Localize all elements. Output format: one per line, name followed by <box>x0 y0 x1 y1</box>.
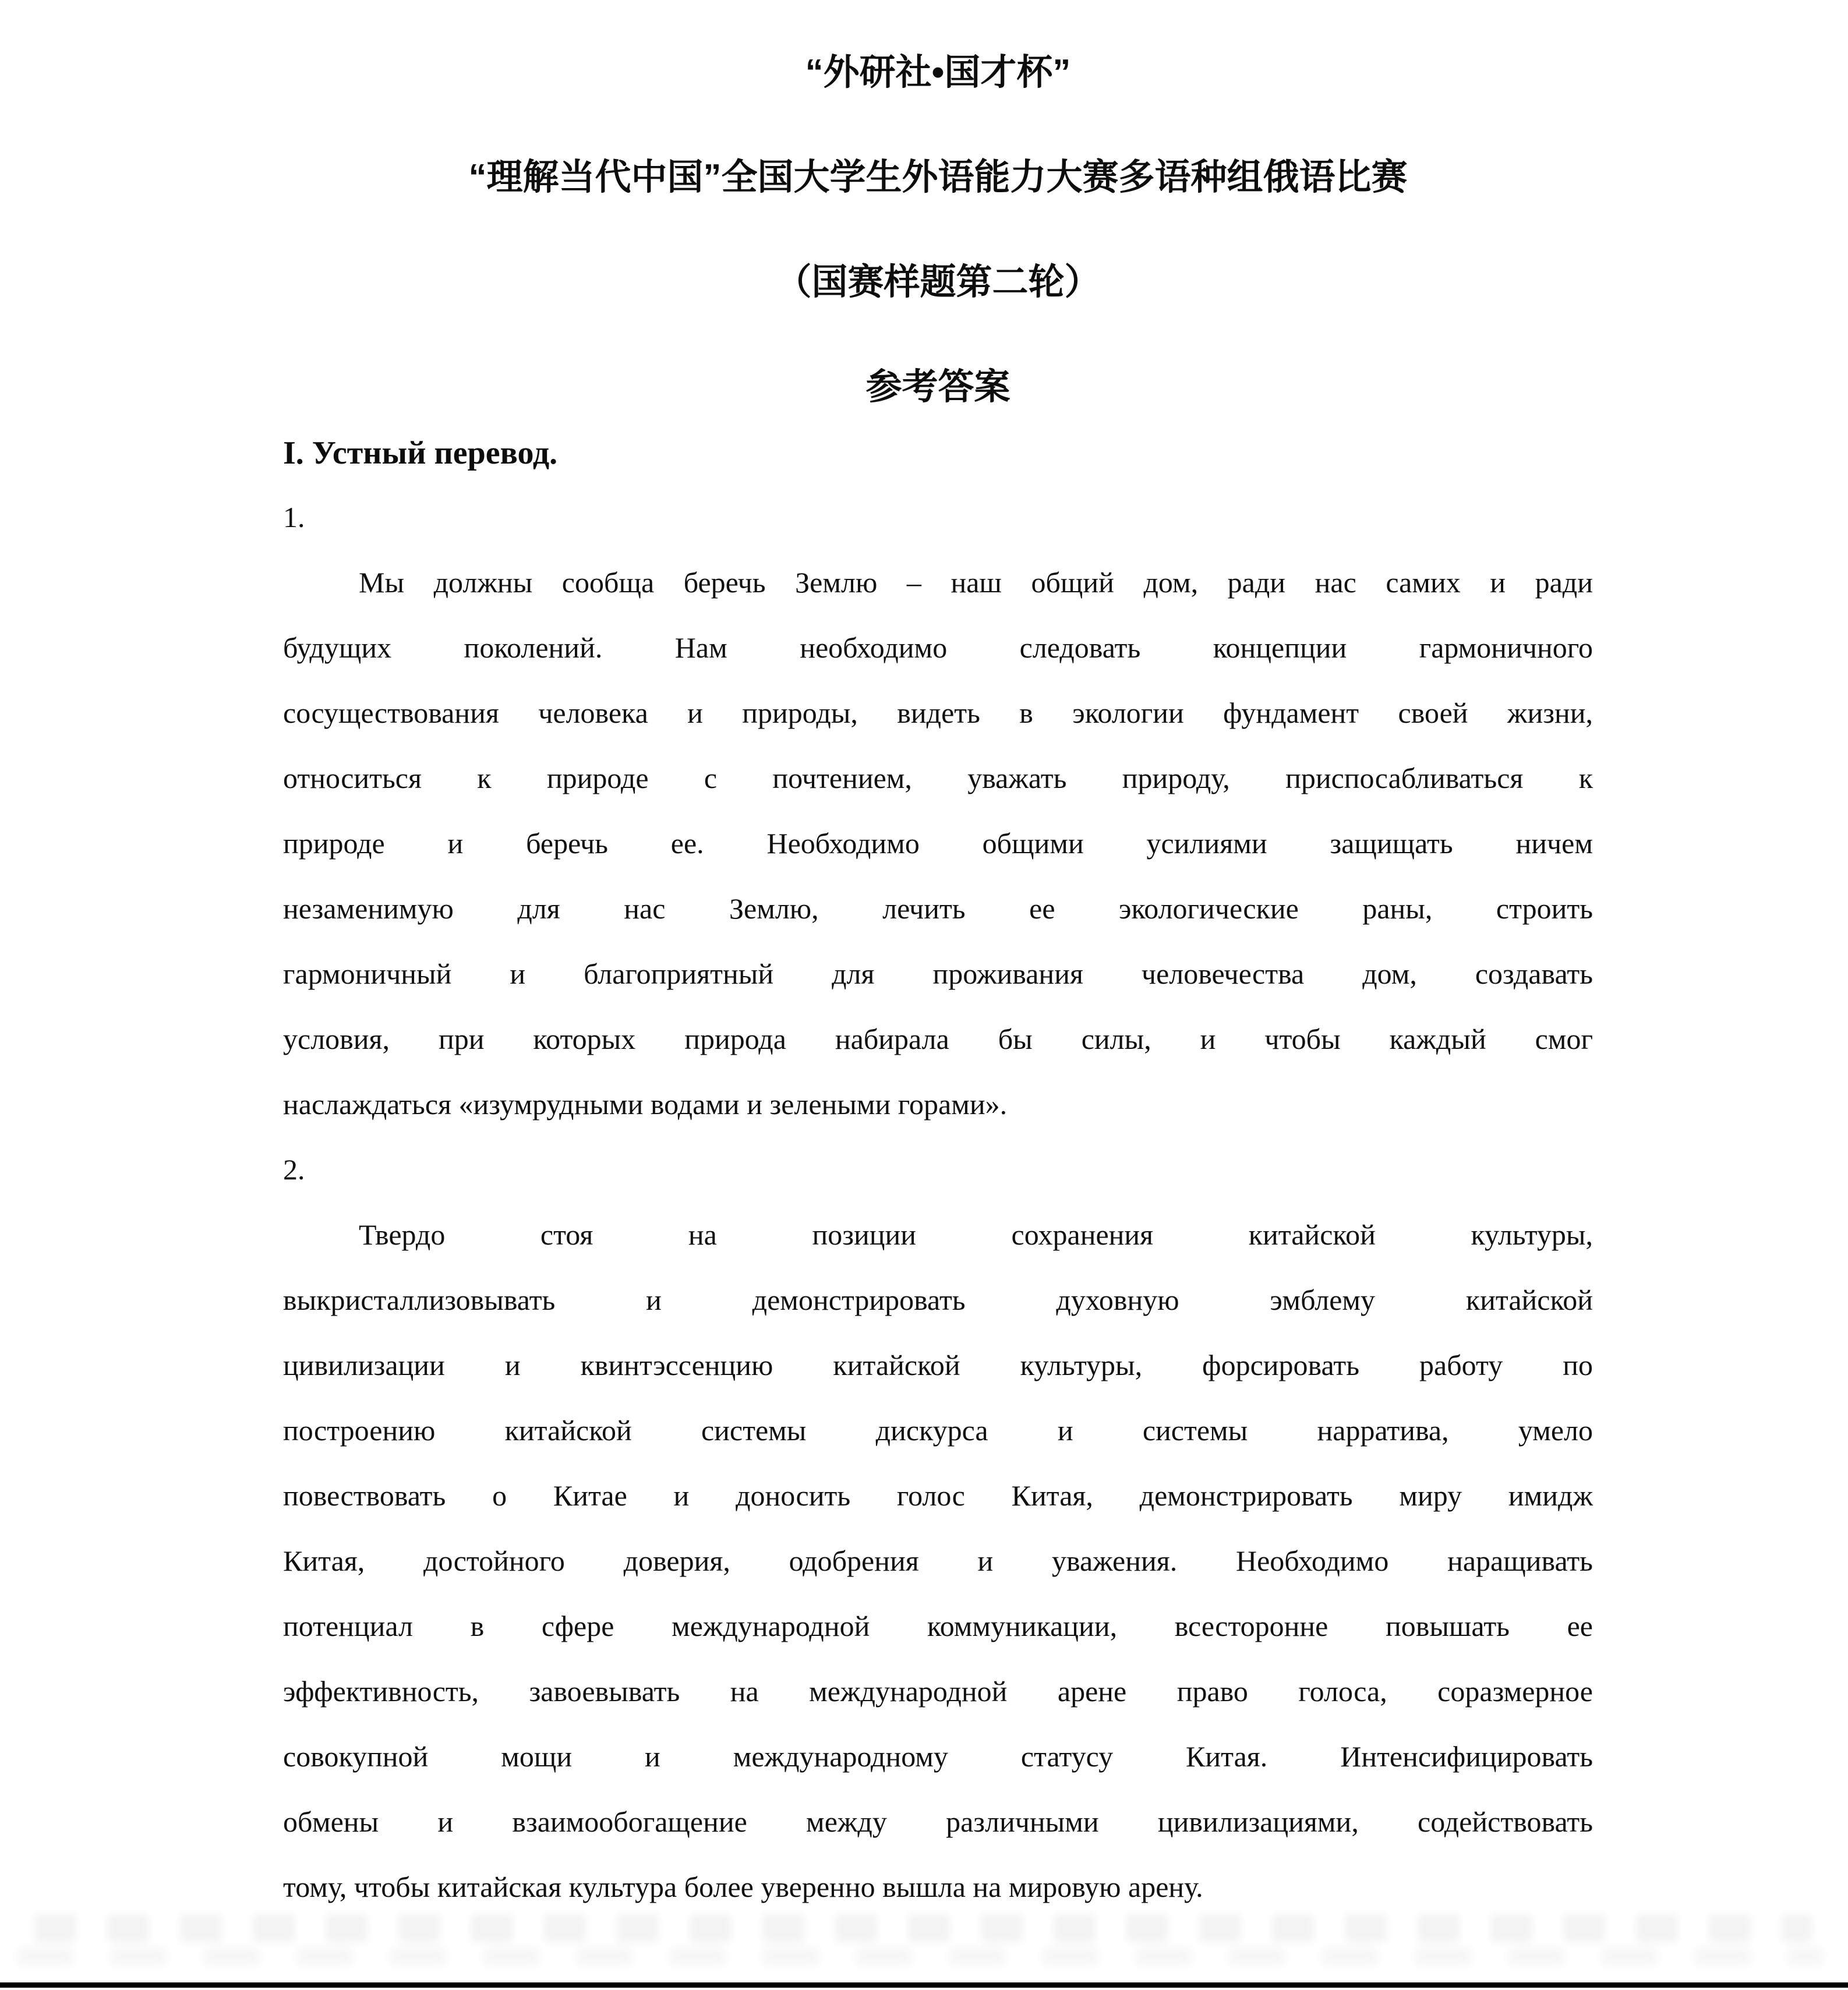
paragraph-line: выкристаллизовывать и демонстрировать духовную эмблему китайской <box>283 1284 1593 1316</box>
paragraph-line: тому, чтобы китайская культура более уверенно вышла на мировую арену. <box>283 1871 1203 1903</box>
page-bottom-rule <box>0 1982 1848 1988</box>
doc-title-line-2: “理解当代中国”全国大学生外语能力大赛多语种组俄语比赛 <box>468 157 1408 197</box>
page-bleed-artifact <box>35 1915 1811 1942</box>
paragraph-line: потенциал в сфере международной коммуникации, всесторонне повышать ее <box>283 1610 1593 1642</box>
paragraph-line: гармоничный и благоприятный для проживания человечества дом, создавать <box>283 957 1593 990</box>
page-bleed-artifact <box>17 1947 1823 1965</box>
paragraph-line: относиться к природе с почтением, уважать природу, приспосабливаться к <box>283 762 1593 794</box>
paragraph-line: Мы должны сообща беречь Землю – наш общий дом, ради нас самих и ради <box>359 566 1593 599</box>
paragraph-line: незаменимую для нас Землю, лечить ее экологические раны, строить <box>283 892 1593 925</box>
paragraph-line: повествовать о Китае и доносить голос Китая, демонстрировать миру имидж <box>283 1479 1593 1512</box>
paragraph-line: цивилизации и квинтэссенцию китайской культуры, форсировать работу по <box>283 1349 1593 1381</box>
doc-title-line-3: （国赛样题第二轮） <box>775 262 1101 302</box>
paragraph-line: сосуществования человека и природы, видеть в экологии фундамент своей жизни, <box>283 697 1593 729</box>
paragraph-line: совокупной мощи и международному статусу Китая. Интенсифицировать <box>283 1740 1593 1773</box>
document-title-block <box>283 20 1593 440</box>
paragraph-line: Твердо стоя на позиции сохранения китайской культуры, <box>359 1218 1593 1251</box>
paragraph-line: условия, при которых природа набирала бы силы, и чтобы каждый смог <box>283 1023 1593 1055</box>
paragraph-line: эффективность, завоевывать на международной арене право голоса, соразмерное <box>283 1675 1593 1708</box>
paragraph-line: Китая, достойного доверия, одобрения и уважения. Необходимо наращивать <box>283 1544 1593 1577</box>
paragraph-line: наслаждаться «изумрудными водами и зелеными горами». <box>283 1088 1008 1121</box>
document-body <box>283 485 1593 1920</box>
doc-title-line-4: 参考答案 <box>865 367 1010 407</box>
paragraph-line: природе и беречь ее. Необходимо общими усилиями защищать ничем <box>283 827 1593 860</box>
paragraph-line: обмены и взаимообогащение между различными цивилизациями, содействовать <box>283 1805 1593 1838</box>
item-number-1: 1. <box>283 501 305 533</box>
paragraph-line: построению китайской системы дискурса и системы нарратива, умело <box>283 1414 1593 1447</box>
item-number-2: 2. <box>283 1153 305 1186</box>
section-heading: I. Устный перевод. <box>283 435 558 471</box>
doc-title-line-1: “外研社•国才杯” <box>805 52 1071 93</box>
paragraph-line: будущих поколений. Нам необходимо следовать концепции гармоничного <box>283 631 1593 664</box>
